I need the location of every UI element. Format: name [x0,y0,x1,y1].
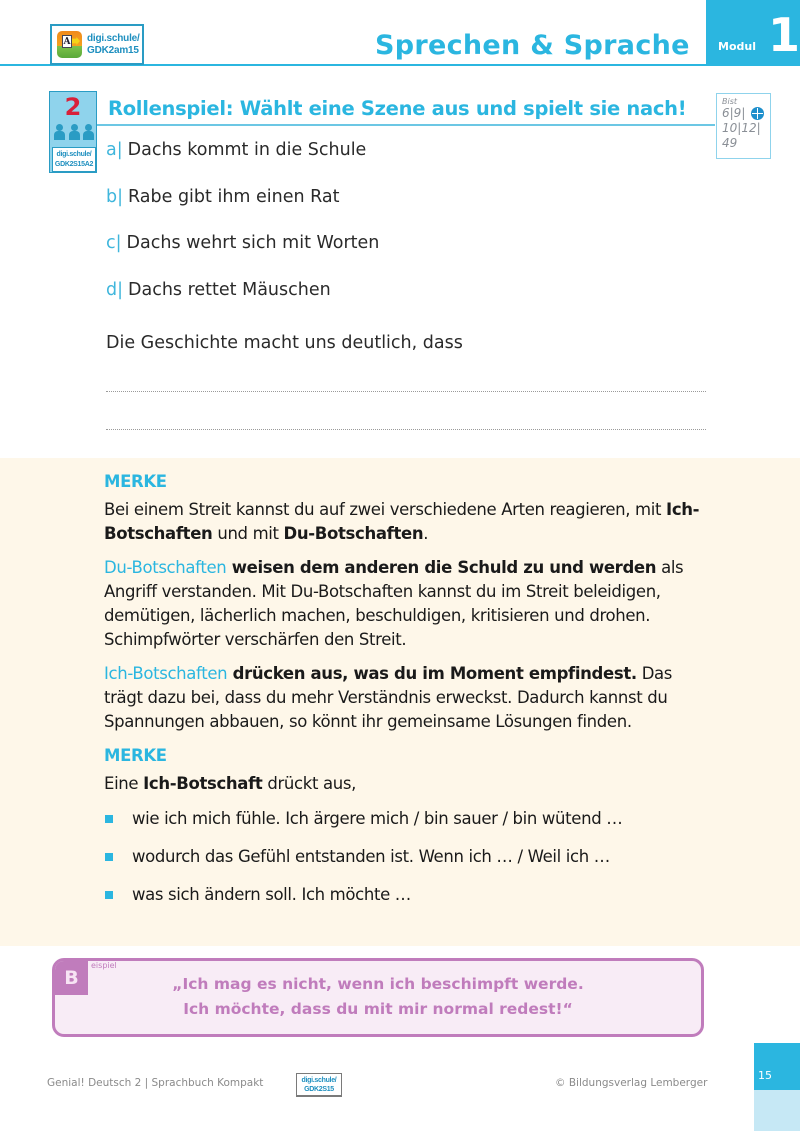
example-quote [55,972,701,1022]
bullet-square-icon [105,891,113,899]
option-text: Rabe gibt ihm einen Rat [128,187,340,207]
bullet-item: was sich ändern soll. Ich möchte … [104,876,714,914]
option-text: Dachs wehrt sich mit Worten [126,233,380,253]
digi-link-text [87,33,140,57]
task-digi-link[interactable] [52,147,96,172]
bullet-square-icon [105,853,113,861]
task-digi-code: GDK2S15A2 [54,161,94,168]
scene-option-d: d| Dachs rettet Mäuschen [106,280,331,300]
page-number-tab [754,1043,800,1090]
merke-box [0,458,800,946]
footer-digi-link[interactable] [296,1073,342,1097]
option-text: Dachs rettet Mäuschen [128,280,331,300]
ich-botschaften-paragraph: Ich-Botschaften drücken aus, was du im Moment empfindest. Das trägt dazu bei, dass du mehr Verständnis erweckst. Dadurch kannst du Spannungen abbauen, so könnt ihr gemeinsame Lösungen finden. [104,664,673,731]
option-letter: c [106,233,116,253]
du-botschaften-paragraph: Du-Botschaften weisen dem anderen die Schuld zu und werden als Angriff verstanden. Mit Du-Botschaften kannst du im Streit beleidigen, demütigen, lächerlich machen, beschuldigen, kritisieren und drohen. Schimpfwörter verschärfen den Streit. [104,558,684,649]
scene-option-a: a| Dachs kommt in die Schule [106,140,367,160]
footer-book-title: Genial! Deutsch 2 | Sprachbuch Kompakt [47,1077,264,1089]
option-letter: d [106,280,118,300]
answer-line-1[interactable] [106,391,706,392]
digi-link-line1: digi.schule/ [87,32,140,44]
digi-link-header[interactable] [50,24,144,65]
merke-content [104,470,714,914]
task-number: 2 [64,93,82,121]
footer-digi-code: GDK2S15 [304,1086,334,1093]
footer-digi-line1: digi.schule/ [301,1077,337,1084]
module-label: Modul [718,40,756,53]
example-box [52,958,704,1037]
bist-line-1: 6|9| [722,106,746,120]
option-letter: a [106,140,117,160]
completion-prompt: Die Geschichte macht uns deutlich, dass [106,333,463,353]
page-title: Sprechen & Sprache [375,30,690,61]
merke-heading-1: MERKE [104,472,167,491]
task-digi-line1: digi.schule/ [56,151,92,158]
ich-botschaft-intro: Eine Ich-Botschaft drückt aus, [104,774,356,793]
footer-copyright: © Bildungsverlag Lemberger [555,1077,708,1089]
bist-line-2: 10|12| [722,121,761,135]
task-badge [49,91,97,173]
scene-option-b: b| Rabe gibt ihm einen Rat [106,187,340,207]
module-number: 1 [768,8,800,62]
bist-label: Bist [722,97,738,106]
bullet-item: wie ich mich fühle. Ich ärgere mich / bin sauer / bin wütend … [104,800,714,838]
ich-botschaft-bullets [104,800,714,914]
digi-link-code: GDK2am15 [87,44,139,56]
option-text: Dachs kommt in die Schule [127,140,367,160]
app-cards-icon: A [57,31,82,58]
answer-line-2[interactable] [106,429,706,430]
example-label: eispiel [91,961,117,970]
example-quote-line2: Ich möchte, dass du mit mir normal redest!“ [183,1000,573,1018]
bist-line-3: 49 [722,136,738,150]
page-number: 15 [758,1069,772,1082]
bist-reference-box [716,93,771,159]
group-three-people-icon [54,124,94,140]
scene-option-c: c| Dachs wehrt sich mit Worten [106,233,380,253]
module-tab [706,0,800,66]
task-title-rule [97,124,715,126]
option-letter: b [106,187,118,207]
page-tab-light [754,1090,800,1131]
example-quote-line1: „Ich mag es nicht, wenn ich beschimpft werde. [172,975,584,993]
merke-heading-2: MERKE [104,746,167,765]
bullet-item: wodurch das Gefühl entstanden ist. Wenn ich … / Weil ich … [104,838,714,876]
task-title: Rollenspiel: Wählt eine Szene aus und spielt sie nach! [108,97,687,120]
example-badge: B [55,961,88,995]
globe-icon [751,107,764,120]
bullet-square-icon [105,815,113,823]
merke-intro: Bei einem Streit kannst du auf zwei verschiedene Arten reagieren, mit Ich-Botschaften und mit Du-Botschaften. [104,500,700,543]
